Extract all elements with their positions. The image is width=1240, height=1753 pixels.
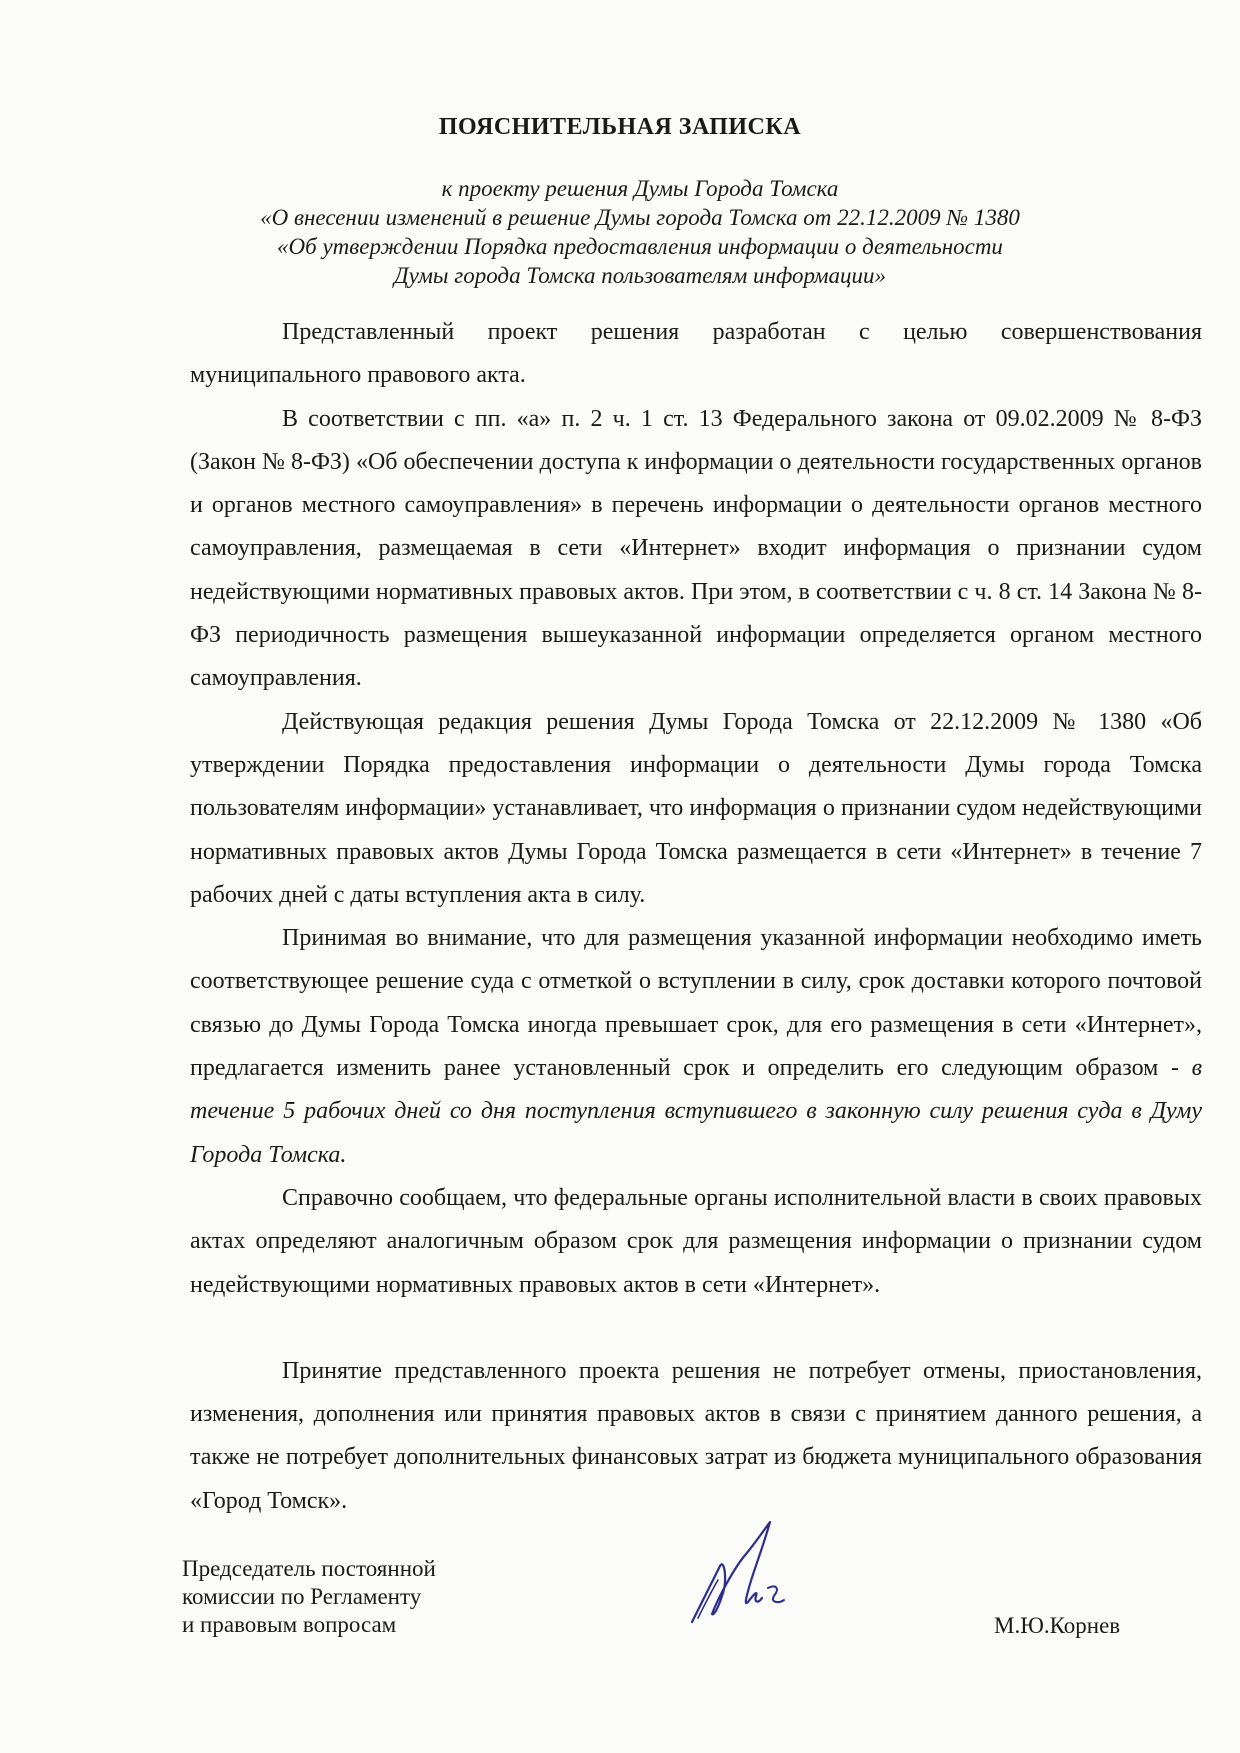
paragraph: В соответствии с пп. «а» п. 2 ч. 1 ст. 13 Федерального закона от 09.02.2009 № 8-ФЗ (Закон № 8-ФЗ) «Об обеспечении доступа к информации о деятельности государственных органов и органов местного самоуправления» в перечень информации о деятельности органов местного самоуправления, размещаемая в сети «Интернет» входит информация о признании судом недействующими нормативных правовых актов. При этом, в соответствии с ч. 8 ст. 14 Закона № 8-ФЗ периодичность размещения вышеуказанной информации определяется органом местного самоуправления. xyxy=(190,405,1202,692)
subtitle-line: к проекту решения Думы Города Томска xyxy=(441,176,839,201)
paragraph: Представленный проект решения разработан с целью совершенствования муниципального правового акта. xyxy=(190,319,1202,389)
paragraph-text: Принимая во внимание, что для размещения указанной информации необходимо иметь соответствующее решение суда с отметкой о вступлении в силу, срок доставки которого почтовой связью до Думы Города Томска иногда превышает срок, для его размещения в сети «Интернет», предлагается изменить ранее установленный срок и определить его следующим образом - xyxy=(190,925,1202,1082)
position-line: комиссии по Регламенту xyxy=(182,1584,422,1609)
document-subtitle xyxy=(240,174,1040,290)
document-body xyxy=(190,311,1202,1523)
position-line: Председатель постоянной xyxy=(182,1556,436,1581)
subtitle-line: «Об утверждении Порядка предоставления информации о деятельности xyxy=(277,234,1003,259)
document-title: ПОЯСНИТЕЛЬНАЯ ЗАПИСКА xyxy=(438,114,802,140)
signatory-name: М.Ю.Корнев xyxy=(994,1613,1121,1638)
subtitle-line: «О внесении изменений в решение Думы города Томска от 22.12.2009 № 1380 xyxy=(260,205,1020,230)
paragraph: Справочно сообщаем, что федеральные органы исполнительной власти в своих правовых актах определяют аналогичным образом срок для размещения информации о признании судом недействующими нормативных правовых актов в сети «Интернет». xyxy=(190,1184,1202,1298)
subtitle-line: Думы города Томска пользователям информации» xyxy=(393,263,887,288)
paragraph xyxy=(190,917,1202,1177)
position-line: и правовым вопросам xyxy=(182,1612,397,1637)
paragraph: Принятие представленного проекта решения не потребует отмены, приостановления, изменения, дополнения или принятия правовых актов в связи с принятием данного решения, а также не потребует дополнительных финансовых затрат из бюджета муниципального образования «Город Томск». xyxy=(190,1357,1202,1514)
paragraph: Действующая редакция решения Думы Города Томска от 22.12.2009 № 1380 «Об утверждении Порядка предоставления информации о деятельности Думы города Томска пользователям информации» устанавливает, что информация о признании судом недействующими нормативных правовых актов Думы Города Томска размещается в сети «Интернет» в течение 7 рабочих дней с даты вступления акта в силу. xyxy=(190,708,1202,908)
signatory-position xyxy=(182,1555,502,1639)
paragraph-emphasis: в течение 5 рабочих дней со дня поступления вступившего в законную силу решения суда в Думу Города Томска. xyxy=(190,1055,1202,1168)
handwritten-signature xyxy=(684,1518,804,1628)
